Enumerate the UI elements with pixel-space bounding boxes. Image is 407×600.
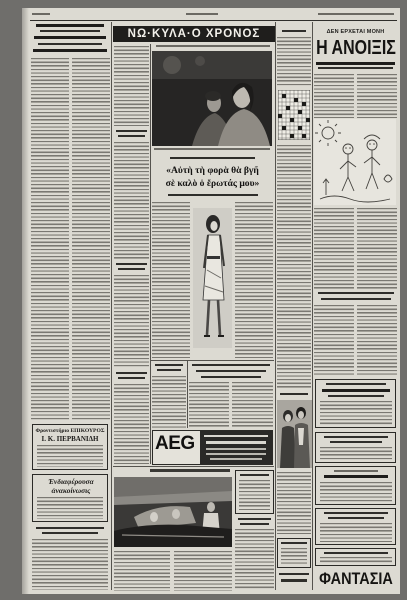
classified-ad-box xyxy=(315,548,396,566)
aeg-ad-text-line xyxy=(206,441,266,444)
small-heading-line xyxy=(118,377,145,379)
ad-text-block xyxy=(320,523,392,542)
feature-headline-line-1: «Αὐτὴ τὴ φορὰ θὰ βγῆ xyxy=(166,165,259,176)
small-heading-line xyxy=(36,527,104,529)
photo-car-scene xyxy=(114,477,232,547)
small-heading-line xyxy=(240,474,269,476)
aeg-ad-text-line xyxy=(210,458,262,460)
body-text-block xyxy=(357,74,397,118)
classified-ad-box xyxy=(315,508,396,545)
small-heading-line xyxy=(118,268,145,270)
headline-line xyxy=(192,364,270,366)
body-text-block xyxy=(235,529,274,590)
body-text-block xyxy=(314,305,354,375)
left-headline-line xyxy=(38,43,102,45)
notice-ad-title: Ἐνδιαφέρουσα ἀνακοίνωσις xyxy=(48,477,94,495)
body-text-block xyxy=(281,548,307,565)
fantasia-ad xyxy=(314,568,397,590)
small-heading-line xyxy=(280,393,308,395)
body-text-block xyxy=(72,58,110,420)
ad-text-block xyxy=(320,447,392,461)
column-rule xyxy=(187,360,188,428)
crossword-grid xyxy=(278,90,310,140)
small-notice-box xyxy=(277,538,311,568)
small-heading-line xyxy=(116,263,147,265)
page-fold-shadow xyxy=(22,8,29,594)
spring-kicker: ΔΕΝ ΕΡΧΕΤΑΙ ΜΟΝΗ xyxy=(326,29,385,35)
feature-headline-line-2: σὲ καλὸ ὁ ἔρωτάς μου» xyxy=(165,178,260,189)
body-text-block xyxy=(357,208,397,290)
notice-ad xyxy=(32,474,108,522)
body-text-block xyxy=(357,305,397,375)
headline-line xyxy=(321,298,391,300)
tutoring-ad-name: Ι. Κ. ΠΕΡΒΑΝΙΔΗ xyxy=(41,435,99,443)
body-text-block xyxy=(152,376,186,428)
body-text-block xyxy=(152,202,190,358)
feature-photo-couple xyxy=(152,51,272,146)
ad-heading-line xyxy=(324,436,388,438)
small-heading-line xyxy=(155,364,183,366)
body-text-block xyxy=(277,472,311,534)
feature-banner-title: ΝΩ·ΚΥΛΑ·Ο ΧΡΟΝΟΣ xyxy=(113,26,275,42)
small-heading-line xyxy=(116,372,147,374)
ad-heading-line xyxy=(328,517,384,519)
left-headline-line xyxy=(40,30,100,32)
body-text-block xyxy=(277,145,311,390)
left-headline-line xyxy=(33,49,107,52)
feature-photo-woman xyxy=(193,208,232,348)
small-heading-line xyxy=(281,579,307,582)
body-text-block xyxy=(114,384,149,464)
ad-text-block xyxy=(320,557,392,564)
small-heading-line xyxy=(281,542,307,544)
feature-headline xyxy=(151,164,274,190)
body-text-block xyxy=(114,275,149,367)
photo-couple-portrait xyxy=(277,400,312,468)
body-text-block xyxy=(114,46,149,126)
ad-heading-line xyxy=(324,552,388,554)
issue-date-text xyxy=(318,13,394,15)
body-text-block xyxy=(114,551,170,591)
small-heading-line xyxy=(42,532,98,534)
spring-subtitle-line xyxy=(318,67,393,69)
body-text-block xyxy=(32,539,108,590)
column-rule xyxy=(150,44,151,464)
header-rule xyxy=(30,20,397,21)
column-rule xyxy=(111,22,112,590)
feature-subhead-line xyxy=(168,194,258,196)
small-heading-line xyxy=(238,518,271,520)
small-heading-line xyxy=(157,369,181,371)
photo-caption-line xyxy=(154,148,270,150)
classified-ad-box xyxy=(315,432,396,463)
headline-line xyxy=(318,292,394,294)
spring-cartoon xyxy=(314,119,396,205)
body-text-block xyxy=(189,382,229,428)
section-rule xyxy=(150,360,274,361)
body-text-block xyxy=(232,382,273,428)
ad-heading-line xyxy=(324,475,388,478)
small-heading-line xyxy=(118,135,145,137)
ad-heading-line xyxy=(334,470,378,472)
spring-title-wrap xyxy=(314,36,397,60)
ad-heading-line xyxy=(330,441,382,443)
small-heading-line xyxy=(279,573,309,575)
column-rule xyxy=(275,22,276,590)
ad-text-block xyxy=(320,401,392,425)
body-text-block xyxy=(277,37,311,87)
fantasia-ad-title: ΦΑΝΤΑΣΙΑ xyxy=(318,569,393,588)
small-heading-line xyxy=(116,130,147,132)
body-text-block xyxy=(31,58,69,420)
aeg-ad-text-line xyxy=(206,448,266,450)
masthead-name-text xyxy=(186,13,218,15)
headline-line xyxy=(196,370,266,372)
tutoring-ad xyxy=(32,424,108,470)
section-rule xyxy=(113,466,274,467)
ad-heading-line xyxy=(324,512,388,514)
classified-ad-box xyxy=(315,466,396,505)
headline-line xyxy=(201,376,261,378)
body-text-block xyxy=(314,208,354,290)
feature-subtitle-line xyxy=(156,45,270,47)
photo-story-heading xyxy=(150,469,230,472)
tutoring-ad-title: Φροντιστήριο ΕΠΙΚΟΥΡΟΣ xyxy=(35,428,105,434)
body-text-block xyxy=(114,142,149,260)
body-text-block xyxy=(174,551,232,591)
ad-text-block xyxy=(37,445,103,467)
spring-title: Η ΑΝΟΙΞΙΣ xyxy=(315,37,396,59)
aeg-ad-text-line xyxy=(206,453,266,455)
body-text-block xyxy=(239,480,270,510)
spring-subtitle-line xyxy=(316,62,395,65)
body-text-block xyxy=(235,202,273,358)
classified-ad-box xyxy=(315,379,396,428)
left-headline-line xyxy=(34,36,106,39)
small-heading-line xyxy=(282,30,306,32)
aeg-ad-text-line xyxy=(204,435,268,437)
aeg-logo: AEG xyxy=(155,433,195,454)
ad-text-block xyxy=(37,497,103,519)
ad-text-block xyxy=(320,482,392,502)
ad-heading-line xyxy=(326,383,386,385)
left-headline-line xyxy=(36,24,104,27)
small-heading-line xyxy=(240,523,269,525)
body-text-block xyxy=(314,74,354,118)
column-rule xyxy=(312,22,313,590)
ad-heading-line xyxy=(322,389,390,392)
ad-heading-line xyxy=(328,395,384,397)
page-number-text xyxy=(32,13,50,15)
feature-kicker-line xyxy=(170,157,255,159)
small-notice-box xyxy=(235,470,274,514)
